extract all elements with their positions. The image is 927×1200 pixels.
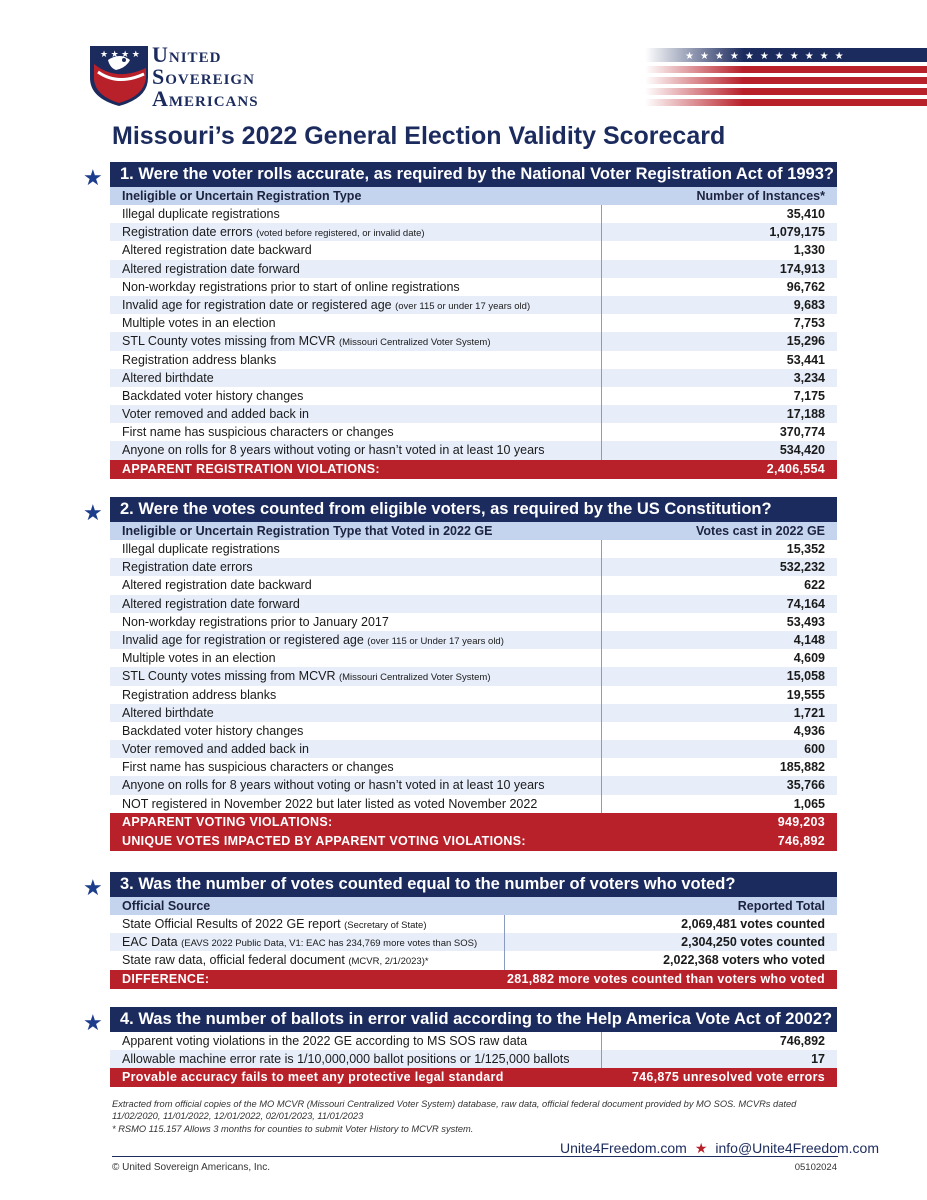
unique-total-row xyxy=(110,832,837,851)
brand-line-3: Americans xyxy=(152,86,259,111)
table-body xyxy=(110,540,837,813)
row-value: 600 xyxy=(804,742,825,757)
table-row xyxy=(110,915,837,933)
star-icon: ★ xyxy=(83,500,103,525)
row-value: 53,493 xyxy=(786,614,825,629)
table-row xyxy=(110,205,837,223)
total-value: 746,892 xyxy=(777,833,825,848)
page-title: Missouri’s 2022 General Election Validity Scorecard xyxy=(112,122,726,150)
rsmo-footnote: * RSMO 115.157 Allows 3 months for counties to submit Voter History to MCVR system. xyxy=(112,1124,474,1134)
row-note: (EAVS 2022 Public Data, V1: EAC has 234,769 more votes than SOS) xyxy=(181,938,478,950)
total-value: 746,875 unresolved vote errors xyxy=(631,1070,825,1085)
row-value: 1,065 xyxy=(793,796,825,811)
row-label-cell xyxy=(110,369,602,387)
row-label: Altered registration date backward xyxy=(122,243,312,258)
row-value: 185,882 xyxy=(779,760,825,775)
table-row xyxy=(110,441,837,459)
total-row xyxy=(110,460,837,479)
table-row xyxy=(110,704,837,722)
conclusion-row xyxy=(110,1068,837,1087)
row-value: 2,022,368 voters who voted xyxy=(663,953,825,968)
brand-wordmark xyxy=(152,44,259,110)
row-label-cell xyxy=(110,405,602,423)
row-value: 1,721 xyxy=(793,705,825,720)
row-label-cell xyxy=(110,1032,602,1050)
row-note: (over 115 or under 17 years old) xyxy=(395,300,531,312)
column-header-type: Ineligible or Uncertain Registration Type that Voted in 2022 GE xyxy=(122,524,493,538)
row-label-cell xyxy=(110,278,602,296)
row-label-cell xyxy=(110,613,602,631)
row-label-cell xyxy=(110,223,602,241)
row-label: Voter removed and added back in xyxy=(122,407,309,422)
row-note: (MCVR, 2/1/2023)* xyxy=(348,956,429,968)
row-label-cell xyxy=(110,951,505,969)
row-label: Anyone on rolls for 8 years without voting or hasn’t voted in at least 10 years xyxy=(122,778,545,793)
row-label: Anyone on rolls for 8 years without voting or hasn’t voted in at least 10 years xyxy=(122,443,545,458)
row-label: First name has suspicious characters or changes xyxy=(122,425,394,440)
table-row xyxy=(110,351,837,369)
column-header-type: Ineligible or Uncertain Registration Type xyxy=(122,189,362,203)
table-row xyxy=(110,241,837,259)
row-label-cell xyxy=(110,915,505,933)
copyright: © United Sovereign Americans, Inc. xyxy=(112,1162,270,1173)
row-label: Multiple votes in an election xyxy=(122,316,276,331)
row-value: 4,148 xyxy=(793,632,825,647)
table-row xyxy=(110,595,837,613)
row-label-cell xyxy=(110,558,602,576)
row-label-cell xyxy=(110,740,602,758)
row-label-cell xyxy=(110,776,602,794)
row-label: Altered registration date forward xyxy=(122,596,300,611)
row-label-cell xyxy=(110,795,602,813)
star-separator-icon: ★ xyxy=(694,1140,708,1156)
row-label: Backdated voter history changes xyxy=(122,388,304,403)
table-row xyxy=(110,332,837,350)
source-footnote: Extracted from official copies of the MO MCVR (Missouri Centralized Voter System) database, raw data, official federal document provided by MO SOS. MCVRs dated 11/02/2020, 11/01/2022, 12/01/2022, 02/01/2023, 11/01/2023 xyxy=(112,1099,797,1121)
table-row xyxy=(110,278,837,296)
row-value: 53,441 xyxy=(786,352,825,367)
row-label: Apparent voting violations in the 2022 GE according to MS SOS raw data xyxy=(122,1034,528,1048)
row-value: 4,609 xyxy=(793,651,825,666)
table-body xyxy=(110,205,837,460)
row-label: Registration date errors xyxy=(122,560,253,575)
row-label: Non-workday registrations prior to January 2017 xyxy=(122,614,389,629)
brand-line-1: United xyxy=(152,42,222,67)
row-label-cell xyxy=(110,667,602,685)
column-header-source: Official Source xyxy=(122,899,211,913)
row-label: Registration address blanks xyxy=(122,352,277,367)
row-label-cell xyxy=(110,441,602,459)
star-icon: ★ xyxy=(83,1010,103,1035)
table-row xyxy=(110,314,837,332)
table-row xyxy=(110,649,837,667)
row-label: Registration address blanks xyxy=(122,687,277,702)
row-value: 534,420 xyxy=(779,443,825,458)
row-label: STL County votes missing from MCVR xyxy=(122,669,336,684)
table-row xyxy=(110,296,837,314)
row-label: State raw data, official federal document xyxy=(122,953,345,968)
star-icon: ★ xyxy=(83,165,103,190)
row-value: 96,762 xyxy=(786,279,825,294)
row-label: Invalid age for registration or registered age xyxy=(122,632,364,647)
section-vote-count-comparison xyxy=(83,872,837,989)
row-label: Non-workday registrations prior to start of online registrations xyxy=(122,279,460,294)
table-row xyxy=(110,540,837,558)
row-label: Altered registration date forward xyxy=(122,261,300,276)
total-value: 949,203 xyxy=(777,814,825,829)
row-note: (Missouri Centralized Voter System) xyxy=(338,337,491,349)
row-value: 74,164 xyxy=(786,596,825,611)
table-row xyxy=(110,260,837,278)
table-row xyxy=(110,933,837,951)
footer-divider xyxy=(112,1156,838,1157)
total-label: APPARENT REGISTRATION VIOLATIONS: xyxy=(122,461,380,476)
row-note: (Secretary of State) xyxy=(344,920,427,931)
section-heading: 2. Were the votes counted from eligible voters, as required by the US Constitution? xyxy=(110,497,837,522)
table-row xyxy=(110,722,837,740)
table-row xyxy=(110,951,837,969)
row-value: 1,079,175 xyxy=(769,225,825,240)
total-value: 2,406,554 xyxy=(766,461,825,476)
document-code: 05102024 xyxy=(794,1162,837,1173)
svg-text:★ ★ ★ ★: ★ ★ ★ ★ xyxy=(100,49,140,59)
row-label-cell xyxy=(110,296,602,314)
table-body xyxy=(110,915,837,970)
row-label-cell xyxy=(110,722,602,740)
table-header xyxy=(110,522,837,540)
column-header-count: Number of Instances* xyxy=(696,189,825,203)
row-note: (voted before registered, or invalid date) xyxy=(256,228,425,240)
section-heading: 1. Were the voter rolls accurate, as required by the National Voter Registration Act of 1993? xyxy=(110,162,837,187)
column-header-total: Reported Total xyxy=(737,899,825,913)
row-label-cell xyxy=(110,649,602,667)
row-label: Backdated voter history changes xyxy=(122,723,304,738)
total-label: Provable accuracy fails to meet any protective legal standard xyxy=(122,1070,504,1085)
row-value: 1,330 xyxy=(793,243,825,258)
row-label-cell xyxy=(110,332,602,350)
row-label-cell xyxy=(110,758,602,776)
row-value: 622 xyxy=(804,578,825,593)
row-value: 174,913 xyxy=(779,261,825,276)
row-label-cell xyxy=(110,351,602,369)
section-ballot-errors xyxy=(83,1007,837,1087)
row-label-cell xyxy=(110,933,505,951)
row-value: 35,410 xyxy=(786,207,825,221)
row-label-cell xyxy=(110,704,602,722)
table-row xyxy=(110,405,837,423)
table-row xyxy=(110,387,837,405)
website-link[interactable]: Unite4Freedom.com xyxy=(560,1140,687,1156)
table-row xyxy=(110,1032,837,1050)
row-label-cell xyxy=(110,205,602,223)
row-label: Altered birthdate xyxy=(122,370,214,385)
row-label: Illegal duplicate registrations xyxy=(122,542,280,556)
row-value: 3,234 xyxy=(793,370,825,385)
row-label: Altered birthdate xyxy=(122,705,214,720)
row-value: 15,352 xyxy=(786,542,825,556)
row-label-cell xyxy=(110,423,602,441)
row-label: State Official Results of 2022 GE report xyxy=(122,917,341,931)
row-value: 35,766 xyxy=(786,778,825,793)
total-value: 281,882 more votes counted than voters who voted xyxy=(507,971,825,986)
row-label-cell xyxy=(110,387,602,405)
row-label-cell xyxy=(110,686,602,704)
table-row xyxy=(110,576,837,594)
row-note: (over 115 or Under 17 years old) xyxy=(367,635,504,647)
row-label-cell xyxy=(110,241,602,259)
row-value: 2,304,250 votes counted xyxy=(681,935,825,950)
table-row xyxy=(110,369,837,387)
row-value: 17 xyxy=(811,1052,825,1067)
row-value: 15,296 xyxy=(786,334,825,349)
table-row xyxy=(110,740,837,758)
footer-links xyxy=(560,1140,879,1157)
row-value: 370,774 xyxy=(779,425,825,440)
total-label: UNIQUE VOTES IMPACTED BY APPARENT VOTING VIOLATIONS: xyxy=(122,833,526,848)
brand-line-2: Sovereign xyxy=(152,64,255,89)
column-header-votes: Votes cast in 2022 GE xyxy=(696,524,825,538)
row-label: Illegal duplicate registrations xyxy=(122,207,280,221)
row-label-cell xyxy=(110,314,602,332)
table-header xyxy=(110,187,837,205)
row-label: Altered registration date backward xyxy=(122,578,312,593)
table-row xyxy=(110,758,837,776)
row-label-cell xyxy=(110,540,602,558)
difference-row xyxy=(110,970,837,989)
table-row xyxy=(110,613,837,631)
row-label: STL County votes missing from MCVR xyxy=(122,334,336,349)
row-label-cell xyxy=(110,595,602,613)
row-label-cell xyxy=(110,1050,602,1068)
table-header xyxy=(110,897,837,915)
table-row xyxy=(110,1050,837,1068)
table-body xyxy=(110,1032,837,1068)
table-row xyxy=(110,667,837,685)
row-value: 15,058 xyxy=(786,669,825,684)
row-label-cell xyxy=(110,260,602,278)
table-row xyxy=(110,631,837,649)
section-heading: 3. Was the number of votes counted equal to the number of voters who voted? xyxy=(110,872,837,897)
star-icon: ★ xyxy=(83,875,103,900)
row-value: 746,892 xyxy=(779,1034,825,1048)
table-row xyxy=(110,423,837,441)
row-label: Multiple votes in an election xyxy=(122,651,276,666)
row-value: 4,936 xyxy=(793,723,825,738)
row-label: NOT registered in November 2022 but later listed as voted November 2022 xyxy=(122,796,538,811)
table-row xyxy=(110,686,837,704)
row-label: Voter removed and added back in xyxy=(122,742,309,757)
section-heading: 4. Was the number of ballots in error valid according to the Help America Vote Act of 2002? xyxy=(110,1007,837,1032)
row-label: Allowable machine error rate is 1/10,000,000 ballot positions or 1/125,000 ballots xyxy=(122,1052,570,1067)
row-value: 7,753 xyxy=(793,316,825,331)
total-label: DIFFERENCE: xyxy=(122,971,210,986)
row-value: 19,555 xyxy=(786,687,825,702)
row-value: 9,683 xyxy=(793,297,825,312)
row-note: (Missouri Centralized Voter System) xyxy=(338,672,491,684)
table-row xyxy=(110,795,837,813)
table-row xyxy=(110,223,837,241)
row-label: Invalid age for registration date or registered age xyxy=(122,297,392,312)
table-row xyxy=(110,558,837,576)
row-label-cell xyxy=(110,631,602,649)
row-label: EAC Data xyxy=(122,935,178,950)
row-label: First name has suspicious characters or changes xyxy=(122,760,394,775)
row-value: 17,188 xyxy=(786,407,825,422)
table-row xyxy=(110,776,837,794)
row-value: 2,069,481 votes counted xyxy=(681,917,825,931)
email-link[interactable]: info@Unite4Freedom.com xyxy=(715,1140,880,1156)
row-value: 7,175 xyxy=(793,388,825,403)
total-row xyxy=(110,813,837,832)
row-label: Registration date errors xyxy=(122,225,253,240)
total-label: APPARENT VOTING VIOLATIONS: xyxy=(122,814,333,829)
row-value: 532,232 xyxy=(779,560,825,575)
row-label-cell xyxy=(110,576,602,594)
flag-stripes-decoration xyxy=(645,48,927,106)
section-voter-rolls xyxy=(83,162,837,479)
section-votes-counted xyxy=(83,497,837,851)
